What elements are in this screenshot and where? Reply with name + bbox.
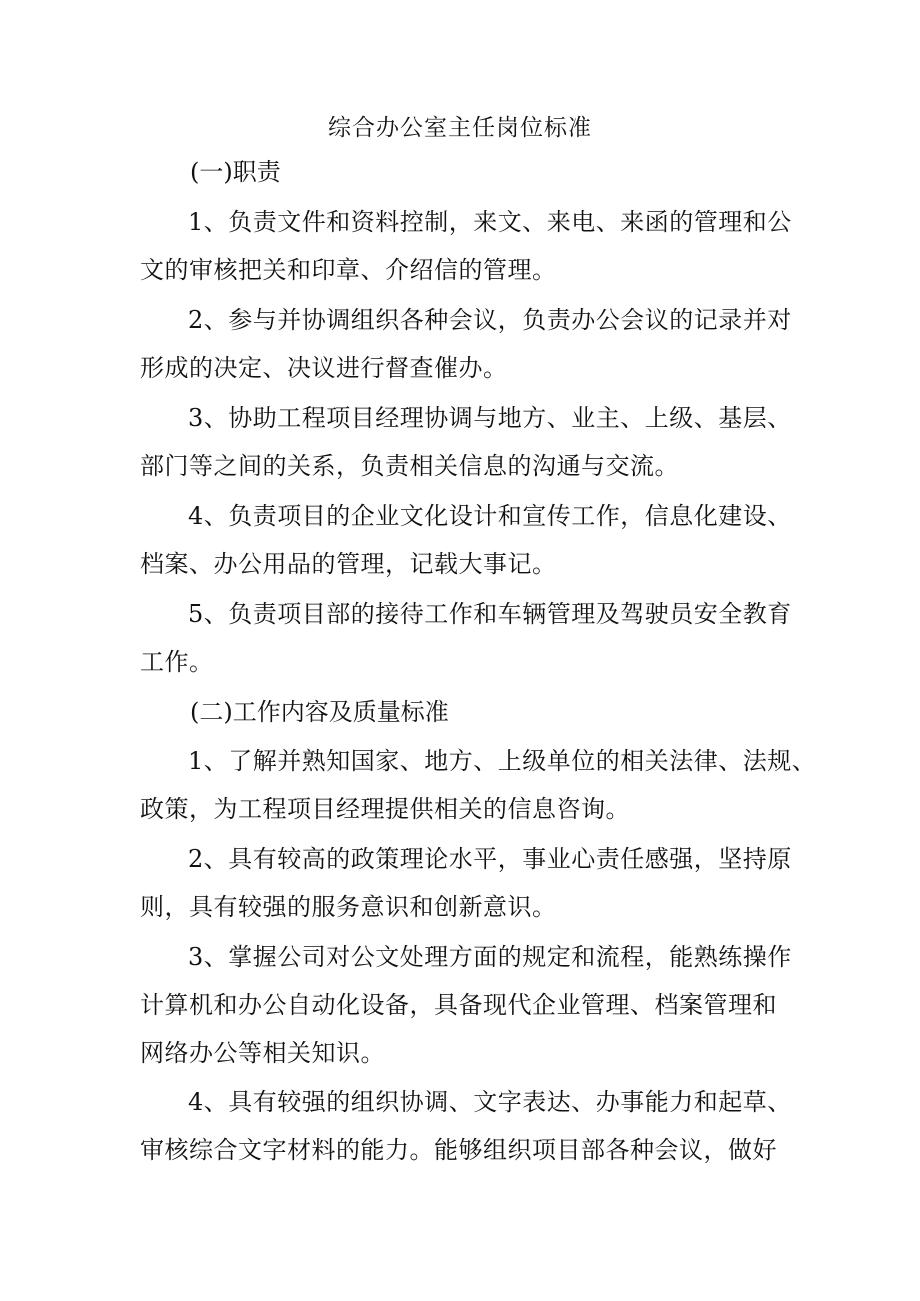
- text-line: 网络办公等相关知识。: [140, 1039, 385, 1067]
- duty-item-1: [140, 198, 800, 294]
- text-line: 计算机和办公自动化设备，具备现代企业管理、档案管理和: [140, 991, 777, 1019]
- text-line: 5、负责项目部的接待工作和车辆管理及驾驶员安全教育: [188, 600, 792, 628]
- duty-item-3: [140, 394, 800, 490]
- text-line: 审核综合文字材料的能力。能够组织项目部各种会议，做好: [140, 1136, 777, 1164]
- text-line: 4、具有较强的组织协调、文字表达、办事能力和起草、: [188, 1088, 792, 1116]
- section-heading-duties: (一)职责: [190, 158, 281, 186]
- text-line: 2、具有较高的政策理论水平，事业心责任感强，坚持原: [188, 845, 792, 873]
- text-line: 工作。: [140, 648, 214, 676]
- text-line: 形成的决定、决议进行督查催办。: [140, 354, 508, 382]
- text-line: 则，具有较强的服务意识和创新意识。: [140, 893, 557, 921]
- text-line: 档案、办公用品的管理，记载大事记。: [140, 550, 557, 578]
- standard-item-4: [140, 1078, 800, 1174]
- text-line: 1、负责文件和资料控制，来文、来电、来函的管理和公: [188, 208, 792, 236]
- duty-item-5: [140, 590, 800, 686]
- document-title: 综合办公室主任岗位标准: [328, 115, 592, 141]
- standard-item-1: [140, 737, 817, 833]
- text-line: 4、负责项目的企业文化设计和宣传工作，信息化建设、: [188, 502, 792, 530]
- text-line: 1、了解并熟知国家、地方、上级单位的相关法律、法规、: [188, 747, 817, 775]
- section-heading-standards: (二)工作内容及质量标准: [190, 698, 449, 726]
- text-line: 政策，为工程项目经理提供相关的信息咨询。: [140, 795, 630, 823]
- text-line: 3、掌握公司对公文处理方面的规定和流程，能熟练操作: [188, 943, 792, 971]
- text-line: 3、协助工程项目经理协调与地方、业主、上级、基层、: [188, 404, 792, 432]
- duty-item-2: [140, 296, 800, 392]
- text-line: 文的审核把关和印章、介绍信的管理。: [140, 256, 557, 284]
- duty-item-4: [140, 492, 800, 588]
- standard-item-3: [140, 933, 800, 1077]
- text-line: 部门等之间的关系，负责相关信息的沟通与交流。: [140, 452, 679, 480]
- text-line: 2、参与并协调组织各种会议，负责办公会议的记录并对: [188, 306, 792, 334]
- standard-item-2: [140, 835, 800, 931]
